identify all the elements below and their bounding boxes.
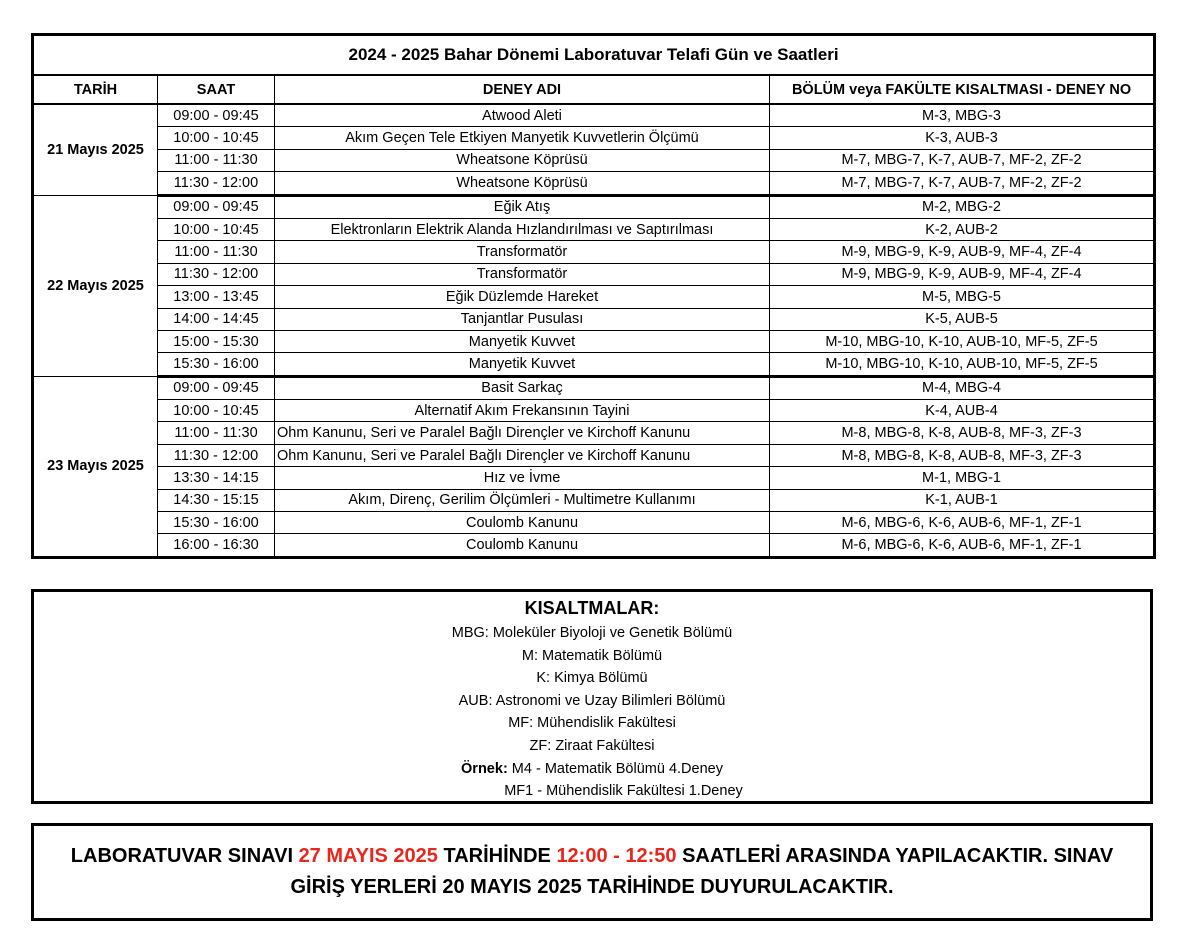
experiment-cell: Transformatör (275, 263, 770, 285)
experiment-cell: Coulomb Kanunu (275, 534, 770, 557)
experiment-cell: Elektronların Elektrik Alanda Hızlandırılması ve Saptırılması (275, 218, 770, 240)
notice-part-3: SAATLERİ ARASINDA YAPILACAKTIR. SINAV (676, 845, 1114, 867)
time-cell: 15:30 - 16:00 (158, 353, 275, 376)
table-row (33, 422, 1155, 444)
experiment-cell: Basit Sarkaç (275, 376, 770, 399)
department-cell: M-7, MBG-7, K-7, AUB-7, MF-2, ZF-2 (770, 149, 1155, 171)
notice-line-2: GİRİŞ YERLERİ 20 MAYIS 2025 TARİHİNDE DUYURULACAKTIR. (290, 876, 894, 898)
experiment-cell: Akım Geçen Tele Etkiyen Manyetik Kuvvetlerin Ölçümü (275, 127, 770, 149)
time-cell: 11:30 - 12:00 (158, 172, 275, 195)
schedule-body (33, 104, 1155, 557)
table-row (33, 400, 1155, 422)
time-cell: 13:00 - 13:45 (158, 286, 275, 308)
experiment-cell: Eğik Düzlemde Hareket (275, 286, 770, 308)
experiment-cell: Wheatsone Köprüsü (275, 149, 770, 171)
department-cell: K-1, AUB-1 (770, 489, 1155, 511)
experiment-cell: Ohm Kanunu, Seri ve Paralel Bağlı Dirençler ve Kirchoff Kanunu (275, 422, 770, 444)
time-cell: 11:00 - 11:30 (158, 422, 275, 444)
department-cell: M-10, MBG-10, K-10, AUB-10, MF-5, ZF-5 (770, 330, 1155, 352)
department-cell: M-1, MBG-1 (770, 467, 1155, 489)
time-cell: 10:00 - 10:45 (158, 127, 275, 149)
table-row (33, 127, 1155, 149)
example-line-1 (34, 758, 1150, 781)
notice-part-2: TARİHİNDE (437, 845, 557, 867)
date-cell: 21 Mayıs 2025 (33, 104, 158, 195)
department-cell: K-3, AUB-3 (770, 127, 1155, 149)
department-cell: M-7, MBG-7, K-7, AUB-7, MF-2, ZF-2 (770, 172, 1155, 195)
table-row (33, 286, 1155, 308)
department-cell: M-6, MBG-6, K-6, AUB-6, MF-1, ZF-1 (770, 512, 1155, 534)
table-row (33, 353, 1155, 376)
abbreviation-item: MBG: Moleküler Biyoloji ve Genetik Bölümü (451, 625, 733, 641)
abbreviations-title: KISALTMALAR: (524, 598, 660, 618)
example-line-2: MF1 - Mühendislik Fakültesi 1.Deney (504, 783, 743, 800)
time-cell: 09:00 - 09:45 (158, 104, 275, 127)
example-label: Örnek: (461, 760, 508, 777)
table-row (33, 489, 1155, 511)
notice-line-1 (34, 841, 1150, 872)
department-cell: M-10, MBG-10, K-10, AUB-10, MF-5, ZF-5 (770, 353, 1155, 376)
department-cell: K-5, AUB-5 (770, 308, 1155, 330)
exam-notice (31, 823, 1153, 921)
table-row (33, 376, 1155, 399)
time-cell: 10:00 - 10:45 (158, 218, 275, 240)
date-cell: 23 Mayıs 2025 (33, 376, 158, 557)
schedule-title: 2024 - 2025 Bahar Dönemi Laboratuvar Telafi Gün ve Saatleri (33, 35, 1155, 76)
experiment-cell: Tanjantlar Pusulası (275, 308, 770, 330)
table-row (33, 263, 1155, 285)
experiment-cell: Transformatör (275, 241, 770, 263)
department-cell: K-4, AUB-4 (770, 400, 1155, 422)
time-cell: 16:00 - 16:30 (158, 534, 275, 557)
table-row (33, 444, 1155, 466)
department-cell: M-9, MBG-9, K-9, AUB-9, MF-4, ZF-4 (770, 241, 1155, 263)
table-row (33, 218, 1155, 240)
experiment-cell: Akım, Direnç, Gerilim Ölçümleri - Multimetre Kullanımı (275, 489, 770, 511)
date-cell: 22 Mayıs 2025 (33, 195, 158, 376)
abbreviation-item: MF: Mühendislik Fakültesi (508, 715, 676, 732)
table-row (33, 104, 1155, 127)
table-row (33, 308, 1155, 330)
department-cell: K-2, AUB-2 (770, 218, 1155, 240)
experiment-cell: Manyetik Kuvvet (275, 330, 770, 352)
time-cell: 11:00 - 11:30 (158, 241, 275, 263)
time-cell: 10:00 - 10:45 (158, 400, 275, 422)
header-time: SAAT (158, 75, 275, 104)
experiment-cell: Manyetik Kuvvet (275, 353, 770, 376)
time-cell: 15:30 - 16:00 (158, 512, 275, 534)
time-cell: 14:00 - 14:45 (158, 308, 275, 330)
experiment-cell: Ohm Kanunu, Seri ve Paralel Bağlı Dirençler ve Kirchoff Kanunu (275, 444, 770, 466)
table-row (33, 330, 1155, 352)
notice-part-1: LABORATUVAR SINAVI (70, 845, 299, 867)
table-row (33, 172, 1155, 195)
department-cell: M-4, MBG-4 (770, 376, 1155, 399)
header-experiment: DENEY ADI (275, 75, 770, 104)
department-cell: M-6, MBG-6, K-6, AUB-6, MF-1, ZF-1 (770, 534, 1155, 557)
time-cell: 09:00 - 09:45 (158, 376, 275, 399)
table-row (33, 195, 1155, 218)
example-1: M4 - Matematik Bölümü 4.Deney (507, 760, 723, 777)
table-row (33, 467, 1155, 489)
abbreviation-item: K: Kimya Bölümü (536, 670, 648, 687)
schedule-table (31, 33, 1156, 559)
experiment-cell: Hız ve İvme (275, 467, 770, 489)
abbreviation-item: M: Matematik Bölümü (521, 647, 663, 664)
header-date: TARİH (33, 75, 158, 104)
department-cell: M-3, MBG-3 (770, 104, 1155, 127)
time-cell: 11:30 - 12:00 (158, 444, 275, 466)
experiment-cell: Wheatsone Köprüsü (275, 172, 770, 195)
experiment-cell: Coulomb Kanunu (275, 512, 770, 534)
table-row (33, 149, 1155, 171)
department-cell: M-2, MBG-2 (770, 195, 1155, 218)
abbreviation-item: ZF: Ziraat Fakültesi (529, 737, 655, 754)
abbreviations-list (34, 622, 1150, 758)
abbreviations-box (31, 589, 1153, 804)
department-cell: M-5, MBG-5 (770, 286, 1155, 308)
time-cell: 15:00 - 15:30 (158, 330, 275, 352)
time-cell: 14:30 - 15:15 (158, 489, 275, 511)
table-row (33, 241, 1155, 263)
time-cell: 13:30 - 14:15 (158, 467, 275, 489)
header-department: BÖLÜM veya FAKÜLTE KISALTMASI - DENEY NO (770, 75, 1155, 104)
table-row (33, 534, 1155, 557)
time-cell: 11:00 - 11:30 (158, 149, 275, 171)
experiment-cell: Atwood Aleti (275, 104, 770, 127)
abbreviation-item: AUB: Astronomi ve Uzay Bilimleri Bölümü (458, 692, 726, 709)
department-cell: M-8, MBG-8, K-8, AUB-8, MF-3, ZF-3 (770, 422, 1155, 444)
table-row (33, 512, 1155, 534)
notice-exam-date: 27 MAYIS 2025 (298, 845, 438, 867)
department-cell: M-8, MBG-8, K-8, AUB-8, MF-3, ZF-3 (770, 444, 1155, 466)
notice-exam-time: 12:00 - 12:50 (556, 845, 677, 867)
experiment-cell: Eğik Atış (275, 195, 770, 218)
time-cell: 09:00 - 09:45 (158, 195, 275, 218)
experiment-cell: Alternatif Akım Frekansının Tayini (275, 400, 770, 422)
department-cell: M-9, MBG-9, K-9, AUB-9, MF-4, ZF-4 (770, 263, 1155, 285)
time-cell: 11:30 - 12:00 (158, 263, 275, 285)
